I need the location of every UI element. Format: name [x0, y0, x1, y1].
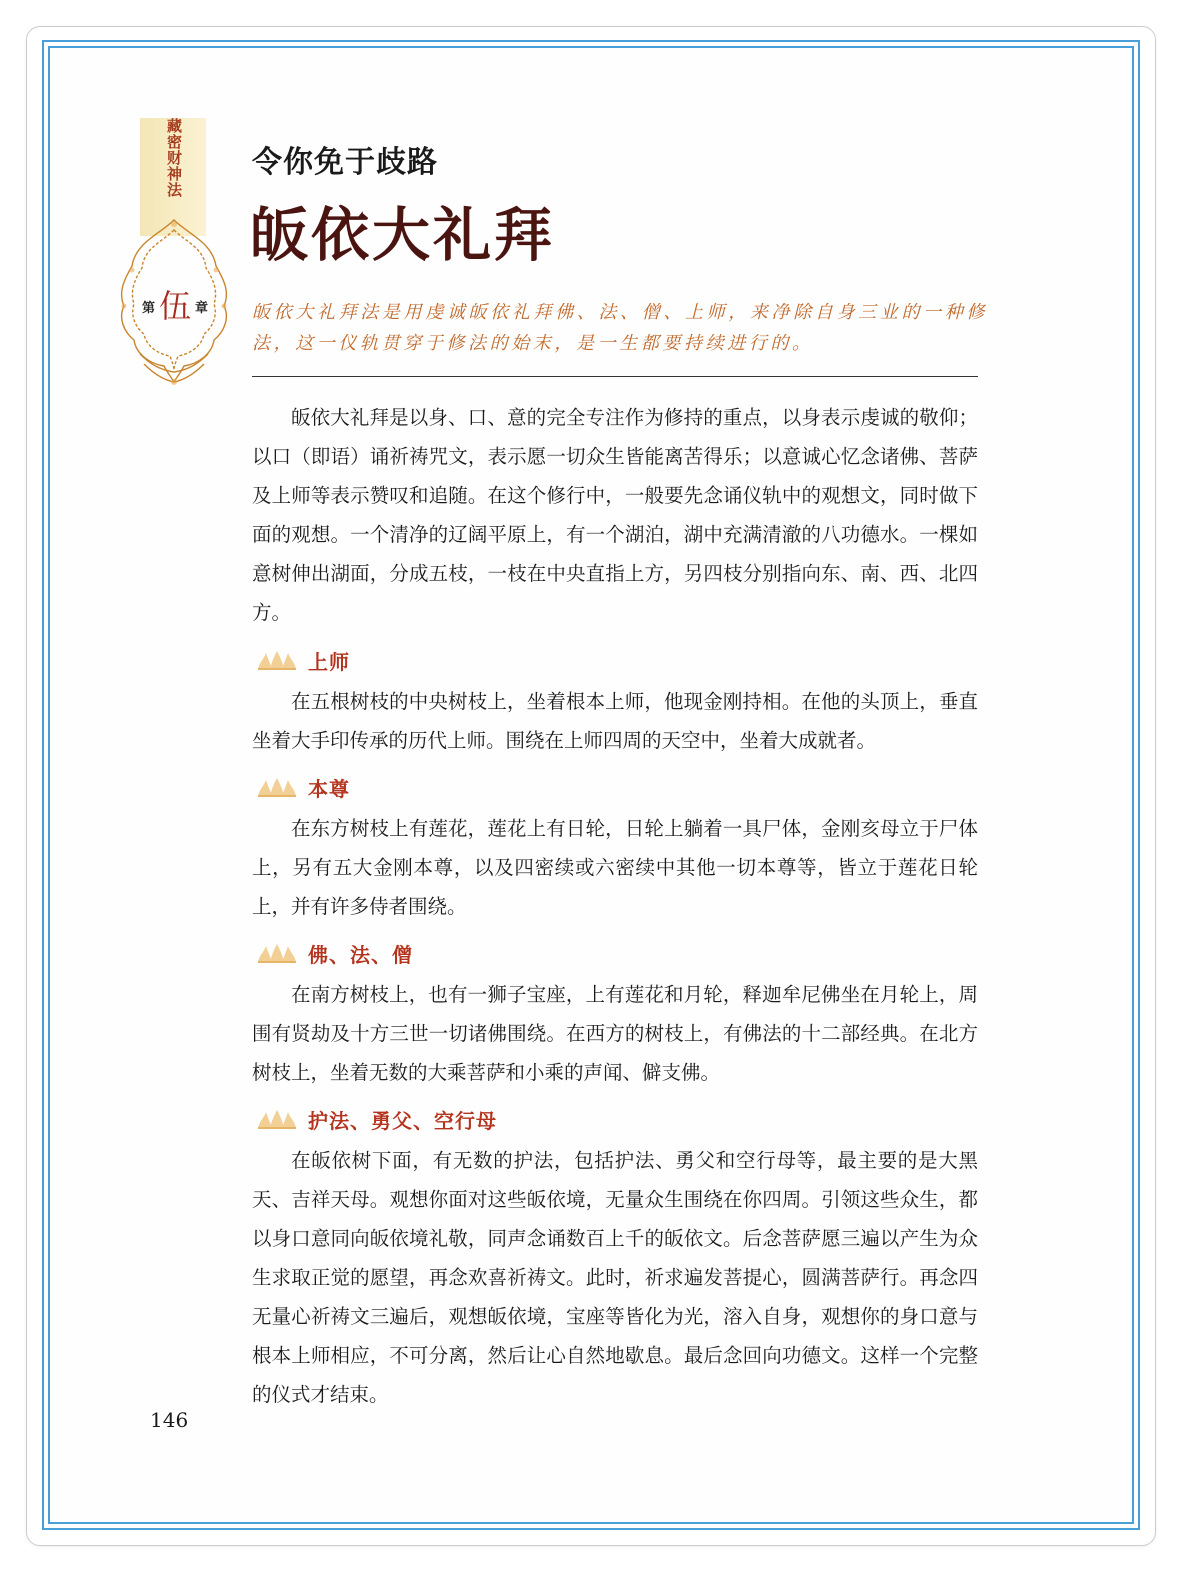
section-title: 本尊 [308, 776, 350, 801]
page-number: 146 [150, 1408, 189, 1432]
small-lotus-icon [256, 776, 298, 798]
spine-title: 藏密财神法 [165, 118, 183, 198]
section-heading [256, 645, 350, 675]
section-heading [256, 772, 350, 802]
small-lotus-icon [256, 1108, 298, 1130]
chapter-subtitle: 令你免于歧路 [252, 145, 438, 180]
section-text: 在五根树枝的中央树枝上，坐着根本上师，他现金刚持相。在他的头顶上，垂直坐着大手印传承的历代上师。围绕在上师四周的天空中，坐着大成就者。 [252, 690, 978, 752]
chapter-prefix: 第 [141, 300, 155, 316]
chapter-number: 伍 [159, 287, 192, 325]
small-lotus-icon [256, 649, 298, 671]
chapter-intro: 皈依大礼拜法是用虔诚皈依礼拜佛、法、僧、上师，来净除自身三业的一种修法，这一仪轨贯穿于修法的始末，是一生都要持续进行的。 [252, 302, 988, 354]
section-text: 在东方树枝上有莲花，莲花上有日轮，日轮上躺着一具尸体，金刚亥母立于尸体上，另有五大金刚本尊，以及四密续或六密续中其他一切本尊等，皆立于莲花日轮上，并有许多侍者围绕。 [252, 817, 978, 918]
small-lotus-icon [256, 942, 298, 964]
section-title: 佛、法、僧 [308, 942, 413, 967]
section-title: 上师 [308, 649, 350, 674]
section-heading [256, 938, 413, 968]
chapter-title: 皈依大礼拜 [250, 201, 556, 269]
chapter-label [142, 282, 208, 330]
section-text: 在皈依树下面，有无数的护法，包括护法、勇父和空行母等，最主要的是大黑天、吉祥天母。观想你面对这些皈依境，无量众生围绕在你四周。引领这些众生，都以身口意同向皈依境礼敬，同声念诵数百上千的皈依文。后念菩萨愿三遍以产生为众生求取正觉的愿望，再念欢喜祈祷文。此时，祈求遍发菩提心，圆满菩萨行。再念四无量心祈祷文三遍后，观想皈依境，宝座等皆化为光，溶入自身，观想你的身口意与根本上师相应，不可分离，然后让心自然地歇息。最后念回向功德文。这样一个完整的仪式才结束。 [252, 1149, 978, 1406]
section-title: 护法、勇父、空行母 [308, 1108, 497, 1133]
section-text: 在南方树枝上，也有一狮子宝座，上有莲花和月轮，释迦牟尼佛坐在月轮上，周围有贤劫及十方三世一切诸佛围绕。在西方的树枝上，有佛法的十二部经典。在北方树枝上，坐着无数的大乘菩萨和小乘的声闻、僻支佛。 [252, 983, 978, 1084]
divider-rule [252, 376, 978, 377]
section-heading [256, 1104, 497, 1134]
chapter-suffix: 章 [195, 300, 209, 316]
paragraph-intro: 皈依大礼拜是以身、口、意的完全专注作为修持的重点，以身表示虔诚的敬仰；以口（即语）诵祈祷咒文，表示愿一切众生皆能离苦得乐；以意诚心忆念诸佛、菩萨及上师等表示赞叹和追随。在这个修行中，一般要先念诵仪轨中的观想文，同时做下面的观想。一个清净的辽阔平原上，有一个湖泊，湖中充满清澈的八功德水。一棵如意树伸出湖面，分成五枝，一枝在中央直指上方，另四枝分别指向东、南、西、北四方。 [252, 406, 978, 624]
